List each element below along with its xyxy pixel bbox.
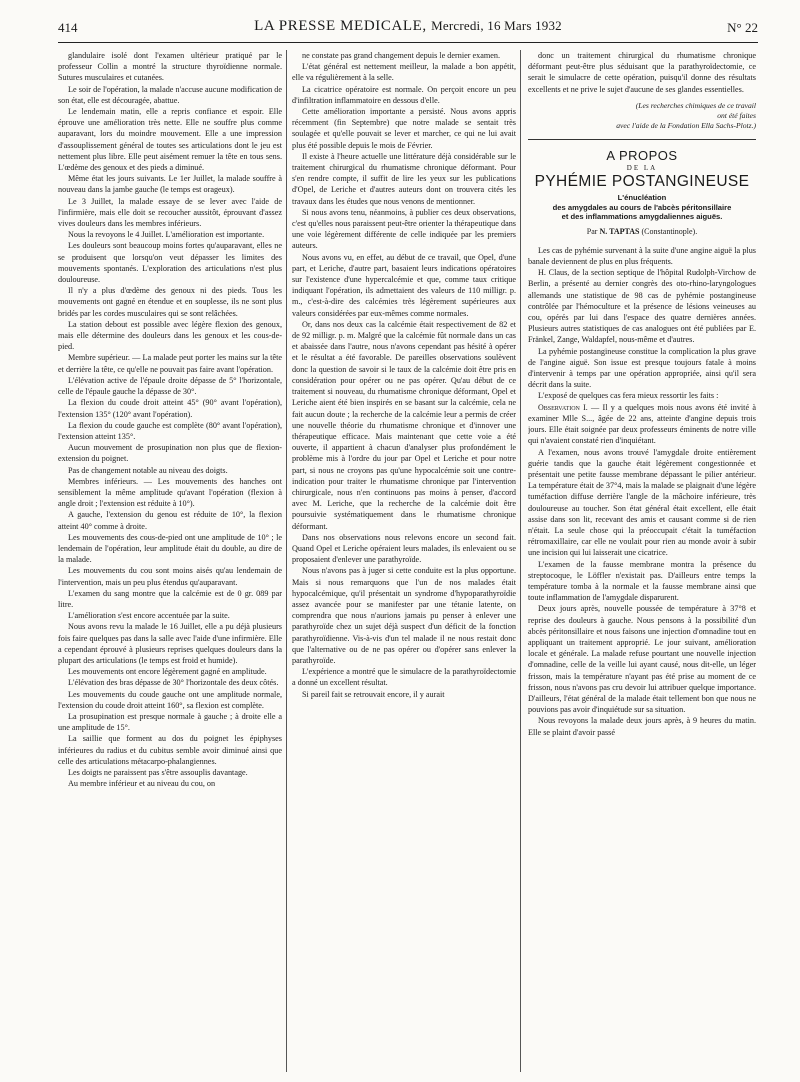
subtitle-line: L'énucléation [617, 193, 667, 203]
article-body [528, 245, 756, 402]
paragraph: Nous la revoyons le 4 Juillet. L'amélioration est importante. [68, 230, 265, 240]
paragraph: La pyhémie postangineuse constitue la complication la plus grave de l'angine aiguë. Son issue est presque toujours fatale à moins d'intervenir à temps par une opération appropriée, ainsi qu'il sera décrit dans la suite. [528, 346, 756, 390]
paragraph: donc un traitement chirurgical du rhumatisme chronique déformant peut-être plus séduisant que la parathyroïdectomie, ce serait le simulacre de cette opération, puisqu'il donne des résultats excellents et ne prive le sujet d'aucune de ses glandes essentielles. [528, 51, 756, 94]
acknowledgement-line: avec l'aide de la Fondation Ella Sachs-Plotz.) [616, 120, 756, 130]
observation-text: — Il y a quelques mois nous avons été invité à examiner Mlle S..., âgée de 22 ans, atteinte d'angine depuis trois jours. Elle était soignée par deux professeurs éminents de notre ville qui n'avaient constaté rien d'inquiétant. [528, 402, 756, 446]
paragraph: Membre supérieur. — La malade peut porter les mains sur la tête et derrière la tête, ce qu'elle ne pouvait pas faire avant l'opération. [58, 353, 282, 374]
column-divider [520, 50, 521, 1072]
article-separator [528, 139, 756, 140]
paragraph: ne constate pas grand changement depuis le dernier examen. [302, 51, 501, 60]
paragraph: La prosupination est presque normale à gauche ; à droite elle a une amplitude de 15°. [58, 711, 282, 733]
column-1 [58, 50, 282, 1072]
paragraph: La cicatrice opératoire est normale. On perçoit encore un peu d'infiltration inflammatoire en dessous d'elle. [292, 84, 516, 105]
observation-1 [528, 402, 756, 447]
issue-date: Mercredi, 16 Mars 1932 [431, 18, 562, 33]
byline [528, 226, 756, 237]
paragraph: Deux jours après, nouvelle poussée de température à 37°8 et reprise des douleurs à gauche. Nous pensons à la possibilité d'un abcès péritonsillaire et nous faisons une injection d'omnadine tout en appliquant un traitement approprié. Le jour suivant, amélioration locale et générale. La malade refuse pourtant une nouvelle injection d'omnadine, celle de la veille lui ayant causé, nous dit-elle, un léger frisson, mais la température n'ayant pas été prise au moment de ce frisson, nous n'avons pas cru devoir lui attribuer quelque importance. D'ailleurs, l'état général de la malade était tellement bon que nous ne pouvions pas avoir d'inquiétude sur sa situation. [528, 604, 756, 715]
paragraph: Il existe à l'heure actuelle une littérature déjà considérable sur le traitement chirurgical du rhumatisme chronique déformant. Pour s'en rendre compte, il suffit de lire les yeux sur les publications d'Opel, de Leriche et d'autres auteurs dont on trouvera cités les travaux dans les études que nous venons de mentionner. [292, 151, 516, 206]
paragraph: L'exposé de quelques cas fera mieux ressortir les faits : [538, 391, 719, 401]
paragraph: Pas de changement notable au niveau des doigts. [68, 465, 228, 475]
paragraph: Il n'y a plus d'œdème des genoux ni des pieds. Tous les mouvements ont gagné en étendue et en souplesse, ils ne sont plus bridés par les cordes musculaires qui se sont relâchées. [58, 286, 282, 318]
acknowledgement-line: ont été faites [717, 110, 756, 120]
paragraph: Les cas de pyhémie survenant à la suite d'une angine aiguë la plus banale deviennent de plus en plus fréquents. [528, 245, 756, 267]
subtitle-line: et des inflammations amygdaliennes aiguës. [561, 212, 723, 222]
paragraph: La flexion du coude droit atteint 45° (90° avant l'opération), l'extension 135° (120° avant l'opération). [58, 398, 282, 419]
byline-prefix: Par [586, 226, 598, 236]
acknowledgement-line: (Les recherches chimiques de ce travail [635, 100, 756, 110]
paragraph: Les mouvements ont encore légèrement gagné en amplitude. [68, 667, 267, 677]
paragraph: Au membre inférieur et au niveau du cou, on [68, 779, 216, 789]
page-number: 414 [58, 20, 78, 35]
article-subtitle [528, 193, 756, 221]
author-name: N. TAPTAS [599, 226, 640, 236]
journal-name: LA PRESSE MEDICALE, [254, 18, 427, 34]
article-kicker-connector: DE LA [626, 164, 658, 173]
paragraph: La station debout est possible avec légère flexion des genoux, mais elle détermine des douleurs dans les genoux et les cous-de-pied. [58, 319, 282, 352]
paragraph: Si pareil fait se retrouvait encore, il y aurait [302, 689, 445, 699]
paragraph: L'examen du sang montre que la calcémie est de 0 gr. 089 par litre. [58, 588, 282, 609]
paragraph: Les mouvements des cous-de-pied ont une amplitude de 10° ; le lendemain de l'opération, leur amplitude était du double, au dire de la malade. [58, 532, 282, 565]
author-location: (Constantinople). [641, 226, 698, 236]
paragraph: Les doigts ne paraissent pas s'être assouplis davantage. [68, 768, 248, 777]
paragraph: Le lendemain matin, elle a repris confiance et espoir. Elle éprouve une amélioration très nette. Elle ne souffre plus comme auparavant, lors du moindre mouvement. Elle a une impression d'assouplissement général de toutes ses articulations dont le jeu est nettement plus libre. Elle peut aisément remuer la tête en tous sens. L'œdème des genoux et des pieds a diminué. [58, 107, 282, 173]
paragraph: Cette amélioration importante a persisté. Nous avons appris récemment (fin Septembre) que notre malade se sentait très soulagée et qu'elle pouvait se lever et marcher, ce qui ne lui avait plus été possible depuis le mois de Février. [292, 107, 516, 150]
paragraph: A l'examen, nous avons trouvé l'amygdale droite entièrement guérie tandis que la gauche était légèrement congestionnée et présentait une petite fausse membrane dépassant le pilier antérieur. La température était de 37°4, mais la malade se plaignait d'une légère tuméfaction diffuse derrière l'angle de la mâchoire inférieure, très douloureuse au toucher. Son état général était excellent, elle était assise dans son lit, recevant des amis et causant comme si de rien n'était. La seule chose qui la préoccupait c'était la tuméfaction rétromaxillaire, car elle ne voulait pour rien au monde avoir à subir une incision qui lui laisserait une cicatrice. [528, 447, 756, 558]
article-kicker: A PROPOS [606, 147, 678, 163]
paragraph: Nous avons vu, en effet, au début de ce travail, que Opel, d'une part, et Leriche, d'autre part, basaient leurs indications opératoires sur l'existence d'une hypercalcémie et que, comme taux critique indiquant l'opération, ils admettaient des valeurs de 110 milligr. p. m., c'est-à-dire des calcémies très légèrement supérieures aux valeurs considérées par eux-mêmes comme normales. [292, 252, 516, 318]
paragraph: L'élévation active de l'épaule droite dépasse de 5° l'horizontale, celle de l'épaule gauche la dépasse de 30°. [58, 375, 282, 397]
acknowledgement [528, 101, 756, 131]
paragraph: Dans nos observations nous relevons encore un second fait. Quand Opel et Leriche opéraient leurs malades, ils enlevaient ou se proposaient d'enlever une parathyroïde. [292, 532, 516, 565]
paragraph: Le 3 Juillet, la malade essaye de se lever avec l'aide de l'infirmière, mais elle doit se recoucher aussitôt, éprouvant d'assez vives douleurs dans les membres inférieurs. [58, 196, 282, 229]
paragraph: Nous revoyons la malade deux jours après, à 9 heures du matin. Elle se plaint d'avoir passé [528, 716, 756, 737]
paragraph: Membres inférieurs. — Les mouvements des hanches ont sensiblement la même amplitude qu'avant l'opération (flexion à angle droit ; l'extension est réduite à 10°). [58, 476, 282, 509]
paragraph: L'examen de la fausse membrane montra la présence du streptocoque, le Löffler n'existait pas. D'ailleurs entre temps la température tomba à la normale et la fausse membrane ainsi que toute inflammation de l'amygdale disparurent. [528, 559, 756, 603]
paragraph: Les mouvements du coude gauche ont une amplitude normale, l'extension du coude droit atteint 160°, sa flexion est complète. [58, 689, 282, 710]
column-divider [286, 50, 287, 1072]
paragraph: H. Claus, de la section septique de l'hôpital Rudolph-Virchow de Berlin, a présenté au dernier congrès des oto-rhino-laryngologues allemands une statistique de 98 cas de pyhémie postangineuse contrôlée par l'hémoculture et la présence de lésions veineuses au cou, opérés par lui dans l'espace des quatre dernières années. Plusieurs autres statistiques de cas analogues ont été publiées par E. Fränkel, Zange, Waldapfel, nous-même et d'autres. [528, 268, 756, 345]
paragraph: Si nous avons tenu, néanmoins, à publier ces deux observations, c'est qu'elles nous paraissent peut-être orienter la thérapeutique dans une voie légèrement différente de celle indiquée par les premiers auteurs. [292, 207, 516, 251]
paragraph: Les douleurs sont beaucoup moins fortes qu'auparavant, elles ne se produisent que lorsqu'on veut dépasser les limites des mouvements spontanés. L'exploration des articulations n'est plus douloureuse. [58, 241, 282, 285]
paragraph: Nous n'avons pas à juger si cette conduite est la plus opportune. Mais si nous remarquons que l'un de nos malades était hypocalcémique, qu'il présentait un syndrome d'hypoparathyroïdie assez avancée pour se manifester par une tétanie latente, on comprendra que nous n'aurions jamais pu penser à enlever une parathyroïde chez un sujet déjà suspect d'un déficit de la fonction parathyroïdienne. Vis-à-vis d'un tel malade il ne nous restait donc que l'alternative ou de ne pas opérer ou d'opérer sans enlever la parathyroïde. [292, 566, 516, 665]
paragraph: Le soir de l'opération, la malade n'accuse aucune modification de son état, elle est découragée, abattue. [58, 84, 282, 105]
paragraph: L'état général est nettement meilleur, la malade a bon appétit, elle va régulièrement à la selle. [292, 62, 516, 83]
paragraph: Même état les jours suivants. Le 1er Juillet, la malade souffre à nouveau dans la jambe gauche (le temps est orageux). [58, 174, 282, 195]
column-3 [528, 50, 756, 1072]
paragraph: Nous avons revu la malade le 16 Juillet, elle a pu déjà plusieurs fois faire quelques pas dans la salle avec l'aide d'une infirmière. Elle a cependant éprouvé à plusieurs reprises quelques douleurs dans la plupart des articulations (le temps est froid et humide). [58, 622, 282, 665]
paragraph: glandulaire isolé dont l'examen ultérieur pratiqué par le professeur Collin a montré la structure thyroïdienne normale. Sutures musculaires et cutanées. [58, 51, 282, 83]
paragraph: L'expérience a montré que le simulacre de la parathyroïdectomie a donné un excellent résultat. [292, 667, 516, 688]
article-title: PYHÉMIE POSTANGINEUSE [534, 173, 750, 191]
paragraph: La flexion du coude gauche est complète (80° avant l'opération), l'extension atteint 135°. [58, 420, 282, 441]
paragraph: Les mouvements du cou sont moins aisés qu'au lendemain de l'intervention, mais un peu plus étendus qu'auparavant. [58, 566, 282, 587]
paragraph: A gauche, l'extension du genou est réduite de 10°, la flexion atteint 40° comme à droite. [58, 510, 282, 531]
page-header [58, 18, 758, 43]
observation-body [528, 447, 756, 738]
paragraph: Aucun mouvement de prosupination non plus que de flexion-extension du poignet. [58, 443, 282, 464]
paragraph: La saillie que forment au dos du poignet les épiphyses inférieures du radius et du cubitus semble avoir diminué ainsi que celle des articulations métacarpo-phalangiennes. [58, 734, 282, 766]
observation-label: Observation I. [538, 402, 588, 412]
paragraph: L'élévation des bras dépasse de 30° l'horizontale des deux côtés. [68, 678, 279, 688]
subtitle-line: des amygdales au cours de l'abcès péritonsillaire [552, 202, 732, 212]
column-2 [292, 50, 516, 1072]
masthead [58, 18, 758, 35]
paragraph: Or, dans nos deux cas la calcémie était respectivement de 82 et de 92 milligr. p. m. Malgré que la calcémie fût normale dans un cas et abaissée dans l'autre, nous n'avons cependant pas hésité à opérer et le résultat a été favorable. De pareilles observations soulèvent donc la question de savoir si le taux de la calcémie doit être pris en considération pour opérer ou ne pas opérer. Qu'au début de ce traitement si nouveau, du rhumatisme chronique déformant, Opel et Leriche aient été bien inspirés en se basant sur la calcémie, cela ne fait aucun doute ; la recherche de la calcémie leur a permis de créer une nouvelle théorie du rhumatisme chronique et d'innover une thérapeutique efficace. Mais maintenant que cette voie a été ouverte, il appartient à chacun d'analyser plus profondément le problème mis à l'ordre du jour par Opel et Leriche et pour notre part, si nous ne croyons pas qu'une hypocalcémie soit une contre-indication pour traiter le rhumatisme chronique par l'intervention chirurgicale, nous n'en continuons pas moins à penser, d'accord avec M. Leriche, que la recherche de la calcémie doit être poursuivie systématiquement dans le rhumatisme chronique déformant. [292, 319, 516, 531]
paragraph: L'amélioration s'est encore accentuée par la suite. [68, 611, 230, 621]
issue-number: N° 22 [727, 20, 758, 35]
